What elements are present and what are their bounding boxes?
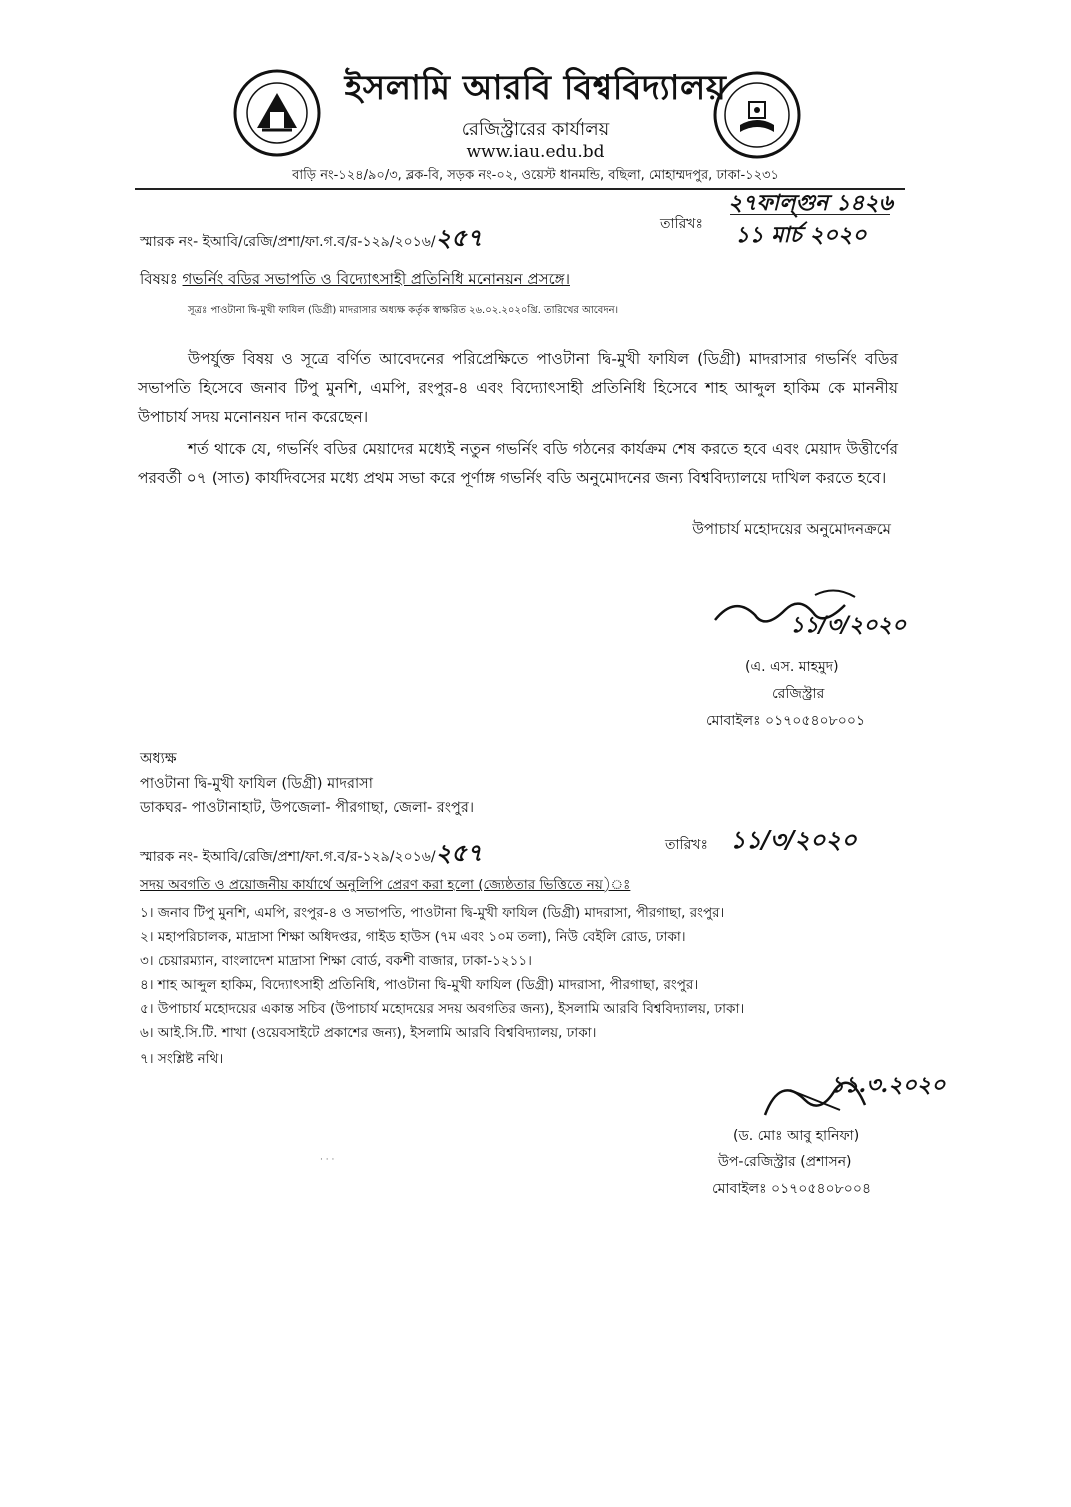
memo2-date: ১১/৩/২০২০ <box>730 825 857 854</box>
date-divider <box>730 214 890 215</box>
body-paragraph-1: উপর্যুক্ত বিষয় ও সূত্রে বর্ণিত আবেদনের পরিপ্রেক্ষিতে পাওটানা দ্বি-মুখী ফাযিল (ডিগ্রী) মাদরাসার গভর্নিং বডির সভাপতি হিসেবে জনাব টিপু মুনশি, এমপি, রংপুর-৪ এবং বিদ্যোৎসাহী প্রতিনিধি হিসেবে শাহ আব্দুল হাকিম কে মাননীয় উপাচার্য সদয় মনোনয়ন দান করেছেন। <box>138 350 898 426</box>
memo2-date-label: তারিখঃ <box>665 837 708 853</box>
copy-item: ৫। উপাচার্য মহোদয়ের একান্ত সচিব (উপাচার্য মহোদয়ের সদয় অবগতির জন্য), ইসলামি আরবি বিশ্ববিদ্যালয়, ঢাকা। <box>140 1001 745 1017</box>
university-address: বাড়ি নং-১২৪/৯০/৩, ব্লক-বি, সড়ক নং-০২, ওয়েস্ট ধানমন্ডি, বছিলা, মোহাম্মদপুর, ঢাকা-১২৩১ <box>292 168 779 183</box>
university-title: ইসলামি আরবি বিশ্ববিদ্যালয় <box>344 68 727 108</box>
deputy-registrar-name: (ড. মোঃ আবু হানিফা) <box>733 1128 860 1144</box>
website-link[interactable]: www.iau.edu.bd <box>466 142 605 162</box>
deputy-registrar-mobile: মোবাইলঃ ০১৭০৫৪০৮০০৪ <box>712 1181 872 1197</box>
copy-item: ৭। সংশ্লিষ্ট নথি। <box>140 1051 224 1067</box>
subject-line <box>140 268 570 293</box>
memo-date-english: ১১ মার্চ ২০২০ <box>735 222 867 248</box>
memo-reference-label: স্মারক নং- ইআবি/রেজি/প্রশা/ফা.গ.ব/র-১২৯/২০১৬/ <box>140 234 436 250</box>
memo2-reference <box>140 835 482 875</box>
faint-stamp: · · · <box>320 1155 335 1165</box>
registrar-title: রেজিস্ট্রার <box>772 686 825 702</box>
subject-label: বিষয়ঃ <box>140 270 178 288</box>
memo-date-bangla: ২৭ফাল্গুন ১৪২৬ <box>728 190 893 216</box>
deputy-registrar-signature-date: ১১.৩.২০২০ <box>830 1072 946 1098</box>
copy-item: ১। জনাব টিপু মুনশি, এমপি, রংপুর-৪ ও সভাপতি, পাওটানা দ্বি-মুখী ফাযিল (ডিগ্রী) মাদরাসা, পীরগাছা, রংপুর। <box>140 905 725 921</box>
copy-item: ৪। শাহ আব্দুল হাকিম, বিদ্যোৎসাহী প্রতিনিধি, পাওটানা দ্বি-মুখী ফাযিল (ডিগ্রী) মাদরাসা, পীরগাছা, রংপুর। <box>140 977 699 993</box>
subject-source: সূত্রঃ পাওটানা দ্বি-মুখী ফাযিল (ডিগ্রী) মাদরাসার অধ্যক্ষ কর্তৃক স্বাক্ষরিত ২৬.০২.২০২০খ্রি. তারিখের আবেদন। <box>188 305 619 316</box>
addressee-title: অধ্যক্ষ <box>140 751 177 767</box>
memo-date-label: তারিখঃ <box>660 216 703 232</box>
addressee-institution: পাওটানা দ্বি-মুখী ফাযিল (ডিগ্রী) মাদরাসা <box>140 776 373 792</box>
deputy-registrar-title: উপ-রেজিস্ট্রার (প্রশাসন) <box>718 1154 852 1170</box>
addressee-address: ডাকঘর- পাওটানাহাট, উপজেলা- পীরগাছা, জেলা- রংপুর। <box>140 800 475 816</box>
approval-note: উপাচার্য মহোদয়ের অনুমোদনক্রমে <box>692 520 891 538</box>
registrar-signature-date: ১১/৩/২০২০ <box>790 612 907 638</box>
registrar-name: (এ. এস. মাহমুদ) <box>745 659 839 675</box>
copy-item: ৬। আই.সি.টি. শাখা (ওয়েবসাইটে প্রকাশের জন্য), ইসলামি আরবি বিশ্ববিদ্যালয়, ঢাকা। <box>140 1025 597 1041</box>
body-paragraph-2: শর্ত থাকে যে, গভর্নিং বডির মেয়াদের মধ্যেই নতুন গভর্নিং বডি গঠনের কার্যক্রম শেষ করতে হবে এবং মেয়াদ উত্তীর্ণের পরবর্তী ০৭ (সাত) কার্যদিবসের মধ্যে প্রথম সভা করে পূর্ণাঙ্গ গভর্নিং বডি অনুমোদনের জন্য বিশ্ববিদ্যালয়ে দাখিল করতে হবে। <box>138 440 898 487</box>
copy-item: ২। মহাপরিচালক, মাদ্রাসা শিক্ষা অধিদপ্তর, গাইড হাউস (৭ম এবং ১০ম তলা), নিউ বেইলি রোড, ঢাকা। <box>140 929 686 945</box>
registrar-mobile: মোবাইলঃ ০১৭০৫৪০৮০০১ <box>706 713 866 729</box>
memo2-reference-number: ২৫৭ <box>435 838 483 867</box>
memo-reference <box>140 220 482 260</box>
copy-heading: সদয় অবগতি ও প্রয়োজনীয় কার্যার্থে অনুলিপি প্রেরণ করা হলো (জ্যেষ্ঠতার ভিত্তিতে নয়)ঃ <box>140 877 631 893</box>
memo-reference-number: ২৫৭ <box>435 223 483 252</box>
subject-text: গভর্নিং বডির সভাপতি ও বিদ্যোৎসাহী প্রতিনিধি মনোনয়ন প্রসঙ্গে। <box>182 270 570 288</box>
office-name: রেজিস্ট্রারের কার্যালয় <box>461 119 610 140</box>
memo2-reference-label: স্মারক নং- ইআবি/রেজি/প্রশা/ফা.গ.ব/র-১২৯/২০১৬/ <box>140 849 436 865</box>
copy-item: ৩। চেয়ারম্যান, বাংলাদেশ মাদ্রাসা শিক্ষা বোর্ড, বকশী বাজার, ঢাকা-১২১১। <box>140 953 532 969</box>
